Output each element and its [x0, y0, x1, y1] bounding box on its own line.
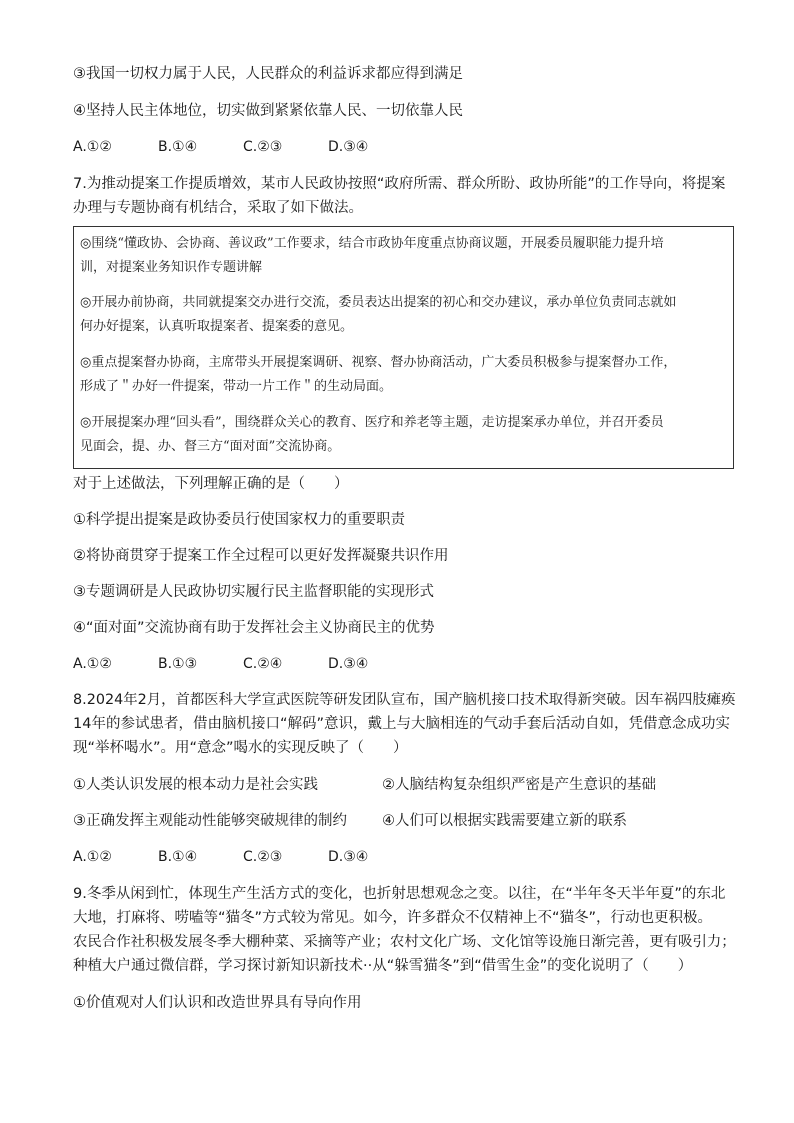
- q7-box-p4-line-2: 见面会，提、办、督三方“面对面”交流协商。: [80, 439, 341, 454]
- q9-option-1: ①价值观对人们认识和改造世界具有导向作用: [73, 995, 362, 1011]
- q8-choice-d: D.③④: [328, 849, 369, 865]
- q6-choice-b: B.①④: [158, 139, 198, 155]
- q7-choice-c: C.②④: [243, 656, 283, 672]
- q8-stem-line-3: 现“举杯喝水”。用“意念”喝水的实现反映了（ ）: [73, 740, 408, 756]
- q7-option-4: ④“面对面”交流协商有助于发挥社会主义协商民主的优势: [73, 620, 435, 636]
- q7-stem-line-1: 7.为推动提案工作提质增效，某市人民政协按照“政府所需、群众所盼、政协所能”的工作导向，将提案: [73, 176, 726, 192]
- q6-option-3: ③我国一切权力属于人民，人民群众的利益诉求都应得到满足: [73, 66, 463, 82]
- q9-stem-line-2: 大地，打麻将、唠嗑等“猫冬”方式较为常见。如今，许多群众不仅精神上不“猫冬”，行动也更积极。: [73, 910, 713, 926]
- q9-stem-line-4: 种植大户通过微信群，学习探讨新知识新技术··从“躲雪猫冬”到“借雪生金”的变化说明了（ ）: [73, 958, 693, 974]
- q8-option-3: ③正确发挥主观能动性能够突破规律的制约: [73, 813, 347, 829]
- q8-choice-a: A.①②: [73, 849, 112, 865]
- q8-option-4: ④人们可以根据实践需要建立新的联系: [382, 813, 627, 829]
- q8-choice-c: C.②③: [243, 849, 283, 865]
- q7-stem-line-2: 办理与专题协商有机结合，采取了如下做法。: [73, 200, 363, 216]
- q8-stem-line-1: 8.2024年2月，首都医科大学宣武医院等研发团队宣布，国产脑机接口技术取得新突破。因车祸四肢瘫痪: [73, 692, 736, 708]
- q6-choice-c: C.②③: [243, 139, 283, 155]
- q7-option-1: ①科学提出提案是政协委员行使国家权力的重要职责: [73, 512, 405, 528]
- q6-choice-a: A.①②: [73, 139, 112, 155]
- q7-option-3: ③专题调研是人民政协切实履行民主监督职能的实现形式: [73, 584, 434, 600]
- q7-choice-b: B.①③: [158, 656, 198, 672]
- q7-box-p1-line-1: ◎围绕“懂政协、会协商、善议政”工作要求，结合市政协年度重点协商议题，开展委员履职能力提升培: [80, 236, 664, 251]
- q7-question: 对于上述做法，下列理解正确的是（ ）: [73, 476, 349, 492]
- q7-box-p3-line-2: 形成了＂办好一件提案，带动一片工作＂的生动局面。: [80, 379, 393, 394]
- q7-box-p3-line-1: ◎重点提案督办协商，主席带头开展提案调研、视察、督办协商活动，广大委员积极参与提案督办工作，: [80, 355, 677, 370]
- q7-choice-d: D.③④: [328, 656, 369, 672]
- q8-option-2: ②人脑结构复杂组织严密是产生意识的基础: [382, 777, 656, 793]
- q7-choices: [73, 654, 368, 674]
- q6-option-4: ④坚持人民主体地位，切实做到紧紧依靠人民、一切依靠人民: [73, 103, 463, 119]
- q8-option-1: ①人类认识发展的根本动力是社会实践: [73, 777, 318, 793]
- q9-stem-line-1: 9.冬季从闲到忙，体现生产生活方式的变化，也折射思想观念之变。以往，在“半年冬天半年夏”的东北: [73, 886, 726, 902]
- q7-box-p2-line-2: 何办好提案，认真听取提案者、提案委的意见。: [80, 319, 354, 334]
- q7-choice-a: A.①②: [73, 656, 112, 672]
- q8-choice-b: B.①④: [158, 849, 198, 865]
- q8-choices: [73, 847, 368, 867]
- q7-box-p2-line-1: ◎开展办前协商，共同就提案交办进行交流，委员表达出提案的初心和交办建议，承办单位负责同志就如: [80, 295, 677, 310]
- q7-box-p1-line-2: 训，对提案业务知识作专题讲解: [80, 260, 263, 275]
- q7-option-2: ②将协商贯穿于提案工作全过程可以更好发挥凝聚共识作用: [73, 548, 449, 564]
- q7-box-p4-line-1: ◎开展提案办理“回头看”，围绕群众关心的教育、医疗和养老等主题，走访提案承办单位，并召开委员: [80, 415, 664, 430]
- q6-choices: [73, 137, 368, 157]
- q6-choice-d: D.③④: [328, 139, 369, 155]
- q8-stem-line-2: 14年的参试患者，借由脑机接口“解码”意识，戴上与大脑相连的气动手套后活动自如，凭借意念成功实: [73, 716, 730, 732]
- q9-stem-line-3: 农民合作社积极发展冬季大棚种菜、采摘等产业；农村文化广场、文化馆等设施日渐完善，更有吸引力；: [73, 934, 736, 950]
